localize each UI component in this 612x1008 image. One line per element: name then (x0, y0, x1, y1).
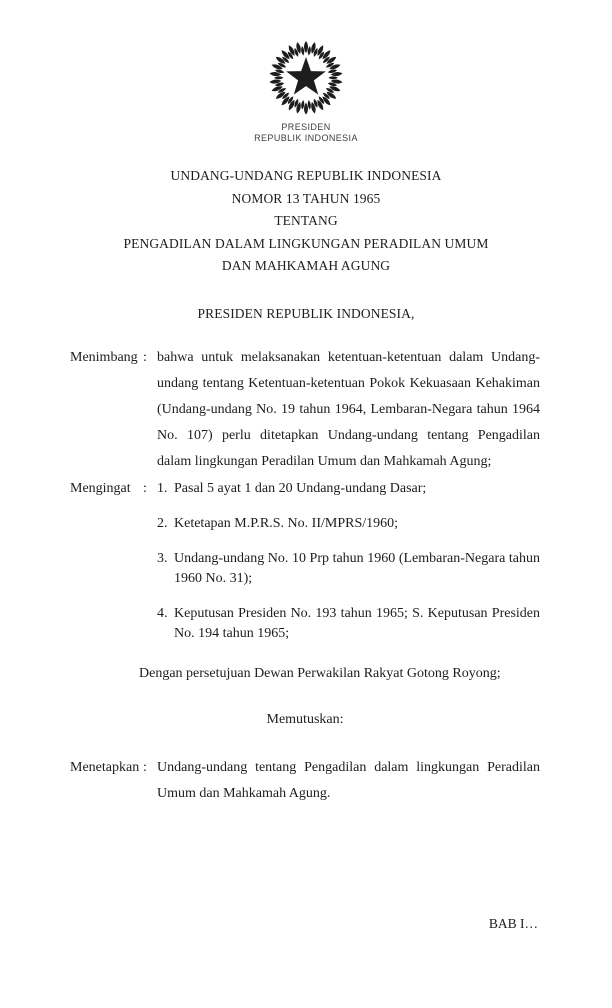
salutation: PRESIDEN REPUBLIK INDONESIA, (197, 305, 415, 321)
agreement-clause: Dengan persetujuan Dewan Perwakilan Rakyat Gotong Royong; (139, 665, 501, 681)
star-icon (286, 57, 326, 95)
list-item (157, 514, 540, 534)
menetapkan-label: Menetapkan (70, 759, 140, 775)
menimbang-section (70, 345, 540, 475)
letterhead-line-2: REPUBLIK INDONESIA (254, 133, 358, 143)
mengingat-section (70, 479, 540, 659)
mengingat-list (157, 479, 540, 659)
menimbang-text: bahwa untuk melaksanakan ketentuan-ketentuan dalam Undang-undang tentang Ketentuan-ketentuan Pokok Kekuasaan Kehakiman (Undang-undang No. 19 tahun 1964, Lembaran-Negara tahun 1964 No. 107) perlu ditetapkan Undang-undang tentang Pengadilan dalam lingkungan Peradilan Umum dan Mahkamah Agung; (157, 349, 540, 469)
list-item-text: Keputusan Presiden No. 193 tahun 1965; S. Keputusan Presiden No. 194 tahun 1965; (174, 605, 540, 641)
list-item-number: 1. (157, 480, 168, 496)
mengingat-label: Mengingat (70, 480, 131, 496)
list-item (157, 604, 540, 644)
preamble (0, 345, 612, 807)
list-item-number: 2. (157, 515, 168, 531)
title-line-5: DAN MAHKAMAH AGUNG (221, 258, 391, 273)
list-item-number: 3. (157, 550, 168, 566)
list-item-text: Pasal 5 ayat 1 dan 20 Undang-undang Dasar; (174, 480, 427, 496)
list-item-text: Ketetapan M.P.R.S. No. II/MPRS/1960; (174, 515, 399, 531)
letterhead-line-1: PRESIDEN (281, 122, 331, 132)
menimbang-label: Menimbang (70, 349, 138, 365)
page-continuation-marker: BAB I… (488, 916, 538, 931)
list-item (157, 479, 540, 499)
letterhead (0, 0, 612, 144)
title-line-3: TENTANG (274, 213, 338, 228)
menetapkan-section (70, 755, 540, 807)
list-item (157, 549, 540, 589)
menimbang-colon: : (143, 349, 147, 365)
title-line-1: UNDANG-UNDANG REPUBLIK INDONESIA (170, 168, 442, 183)
title-line-4: PENGADILAN DALAM LINGKUNGAN PERADILAN UMUM (123, 235, 489, 251)
title-line-2: NOMOR 13 TAHUN 1965 (231, 190, 381, 206)
list-item-text: Undang-undang No. 10 Prp tahun 1960 (Lembaran-Negara tahun 1960 No. 31); (174, 550, 540, 586)
document-title (0, 165, 612, 278)
mengingat-colon: : (143, 480, 147, 496)
presidential-seal-icon (266, 37, 346, 117)
decision-heading: Memutuskan: (266, 711, 344, 727)
menetapkan-text: Undang-undang tentang Pengadilan dalam lingkungan Peradilan Umum dan Mahkamah Agung. (157, 759, 540, 801)
list-item-number: 4. (157, 605, 168, 621)
menetapkan-colon: : (143, 759, 147, 775)
